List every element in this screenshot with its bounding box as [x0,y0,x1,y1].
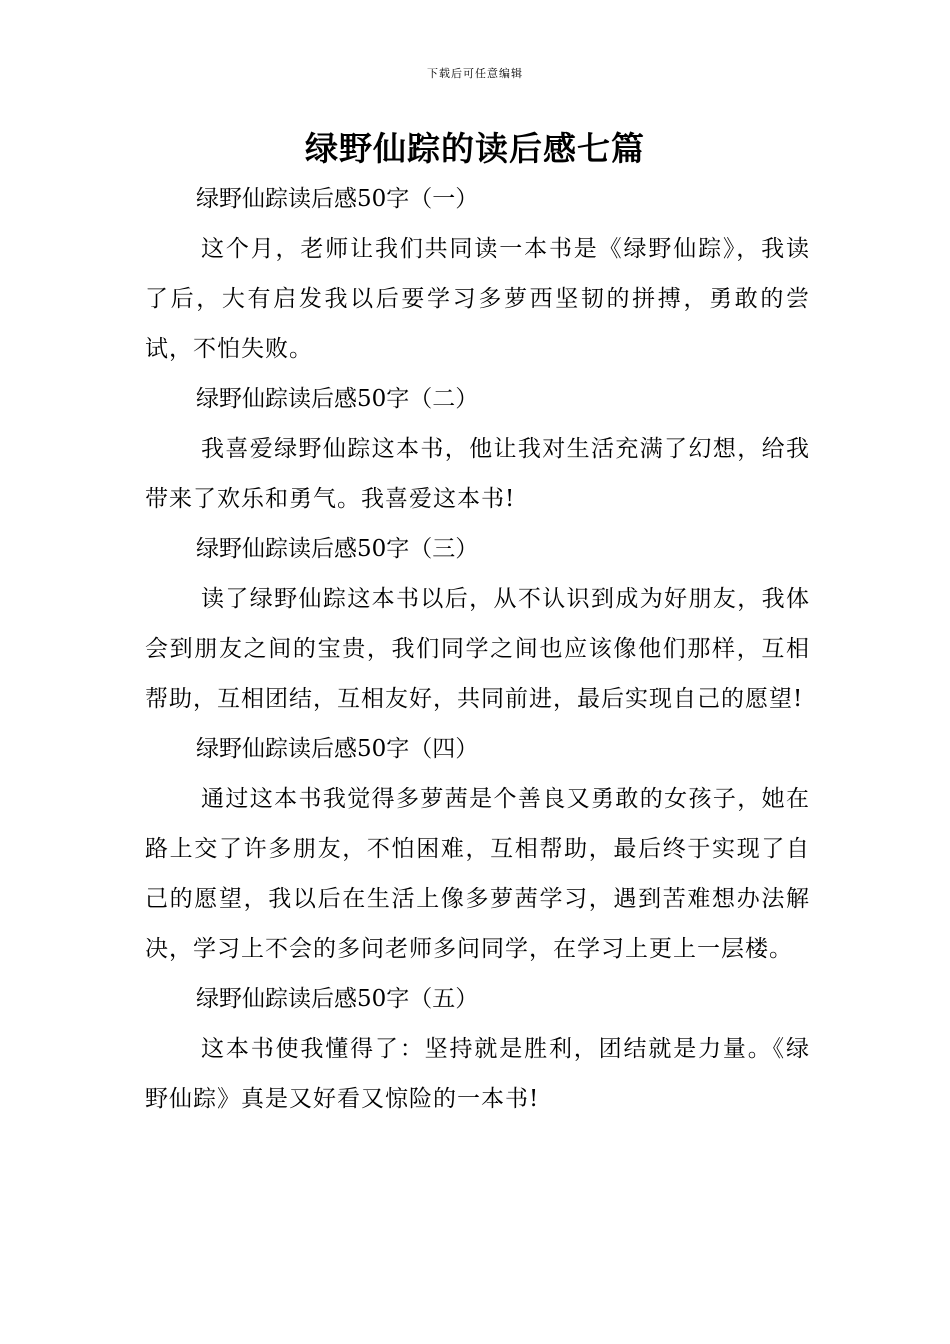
header-note: 下载后可任意编辑 [427,67,523,80]
section-body-4: 通过这本书我觉得多萝茜是个善良又勇敢的女孩子，她在路上交了许多朋友，不怕困难，互相帮助，最后终于实现了自己的愿望，我以后在生活上像多萝茜学习，遇到苦难想办法解决，学习上不会的多问老师多问同学，在学习上更上一层楼。 [145,786,810,962]
section-heading-5: 绿野仙踪读后感50字（五） [196,986,479,1012]
section-body-3: 读了绿野仙踪这本书以后，从不认识到成为好朋友，我体会到朋友之间的宝贵，我们同学之间也应该像他们那样，互相帮助，互相团结，互相友好，共同前进，最后实现自己的愿望! [145,586,810,712]
section-heading-3: 绿野仙踪读后感50字（三） [196,536,479,562]
section-heading-2: 绿野仙踪读后感50字（二） [196,386,479,412]
section-body-1: 这个月，老师让我们共同读一本书是《绿野仙踪》，我读了后，大有启发我以后要学习多萝西坚韧的拼搏，勇敢的尝试，不怕失败。 [145,236,810,362]
section-body-2: 我喜爱绿野仙踪这本书，他让我对生活充满了幻想，给我带来了欢乐和勇气。我喜爱这本书! [145,436,810,512]
section-heading-1: 绿野仙踪读后感50字（一） [196,186,479,212]
section-heading-4: 绿野仙踪读后感50字（四） [196,736,479,762]
document-body [145,174,810,1124]
document-title: 绿野仙踪的读后感七篇 [305,129,645,168]
section-body-5: 这本书使我懂得了：坚持就是胜利，团结就是力量。《绿野仙踪》真是又好看又惊险的一本书! [145,1036,810,1112]
